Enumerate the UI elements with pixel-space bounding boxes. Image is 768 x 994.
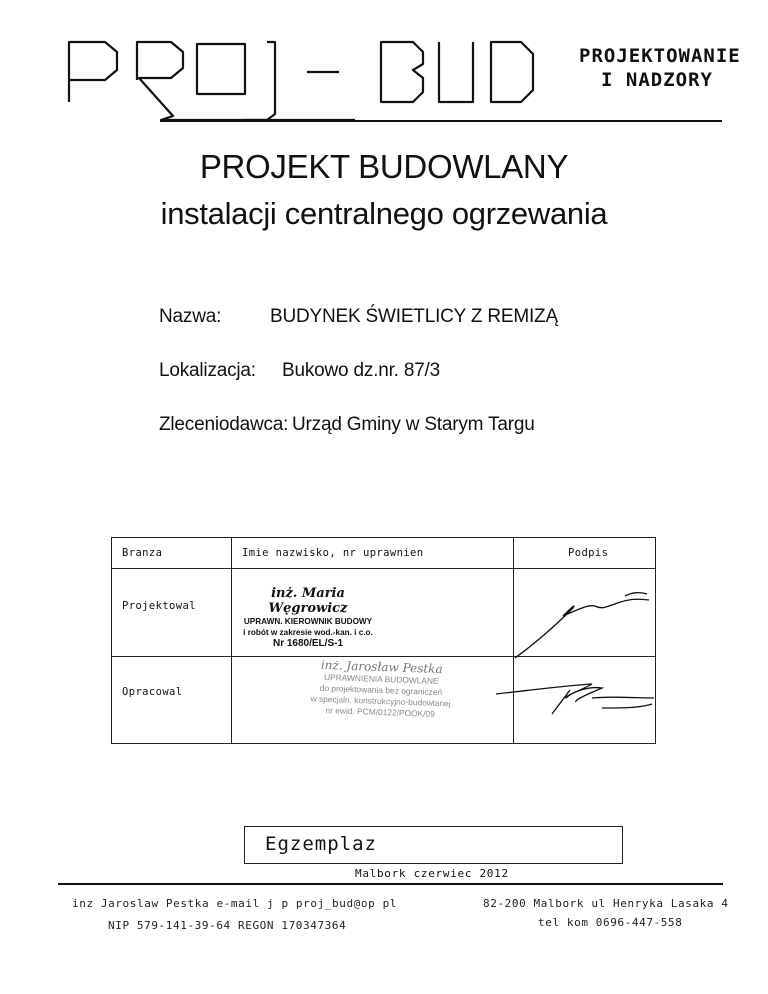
firm-line-1: PROJEKTOWANIE (579, 45, 741, 67)
table-row-divider (112, 568, 655, 569)
header-branch: Branza (122, 547, 163, 559)
stamp-author-line-4: nr ewid. PCM/0122/POOK/09 (325, 705, 436, 719)
row-role-author: Opracowal (122, 686, 183, 698)
stamp-designer-number: Nr 1680/EL/S-1 (272, 638, 344, 649)
stamp-author-line-2: do projektowania bez ograniczeń (319, 682, 443, 698)
document-subtitle: instalacji centralnego ogrzewania (160, 196, 608, 231)
stamp-designer-name: inż. Maria Węgrowicz (268, 586, 348, 616)
footer-contact: inz Jaroslaw Pestka e-mail j p proj_bud@op pl (72, 897, 398, 910)
firm-name (579, 44, 741, 92)
stamp-designer (232, 586, 384, 649)
field-location-label: Lokalizacja: (159, 360, 256, 381)
signature-table (111, 537, 656, 744)
stamp-designer-line-2: i robót w zakresie wod.-kan. i c.o. (243, 628, 373, 637)
copy-label: Egzemplaz (265, 833, 377, 855)
copy-box (244, 826, 623, 864)
firm-line-2: I NADZORY (601, 69, 713, 91)
stamp-designer-line-1: UPRAWN. KIEROWNIK BUDOWY (243, 617, 373, 626)
company-logo (55, 30, 565, 130)
stamp-author (277, 656, 485, 721)
field-name-label: Nazwa: (159, 306, 222, 327)
stamp-author-line-3: w specjaln. konstrukcyjno-budowlanej (310, 693, 451, 709)
header-divider (160, 120, 722, 122)
row-role-designer: Projektowal (122, 600, 196, 612)
footer-registration: NIP 579-141-39-64 REGON 170347364 (108, 919, 347, 932)
document-title: PROJEKT BUDOWLANY (199, 148, 569, 185)
stamp-author-line-1: UPRAWNIENIA BUDOWLANE (323, 672, 439, 687)
footer-divider (58, 883, 723, 885)
place-date: Malbork czerwiec 2012 (355, 867, 509, 880)
footer-address: 82-200 Malbork ul Henryka Lasaka 4 (483, 897, 729, 910)
footer-phone: tel kom 0696-447-558 (538, 916, 683, 929)
signature-designer (507, 582, 657, 662)
field-client-label: Zleceniodawca: (159, 414, 289, 435)
field-client-value: Urząd Gminy w Starym Targu (292, 414, 535, 435)
field-location-value: Bukowo dz.nr. 87/3 (282, 360, 441, 381)
header-signature: Podpis (568, 547, 609, 559)
stamp-author-name: inż. Jarosław Pestka (320, 657, 443, 677)
field-name-value: BUDYNEK ŚWIETLICY Z REMIZĄ (270, 306, 558, 327)
signature-author (492, 664, 657, 734)
header-name: Imie nazwisko, nr uprawnien (242, 547, 424, 559)
